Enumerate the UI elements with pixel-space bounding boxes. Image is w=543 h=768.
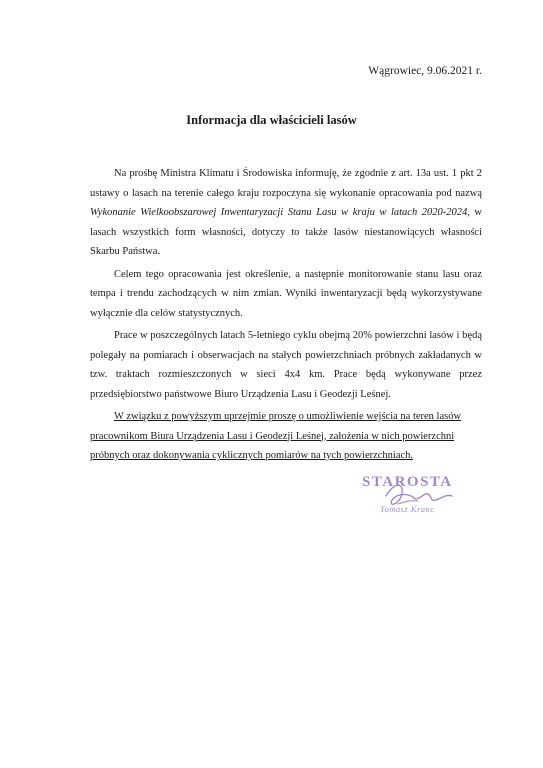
project-name: Wykonanie Wielkoobszarowej Inwentaryzacji Stanu Lasu w kraju w latach 2020-2024, <box>90 207 470 218</box>
paragraph-3: Prace w poszczególnych latach 5-letniego cyklu obejmą 20% powierzchni lasów i będą polegały na pomiarach i obserwacjach na stałych powierzchniach próbnych zakładanych w tzw. traktach rozmieszczonych w sieci 4x4 km. Prace będą wykonywane przez przedsiębiorstwo państwowe Biuro Urządzenia Lasu i Geodezji Leśnej. <box>90 330 482 400</box>
stamp-name: Tomasz Kranc <box>380 504 435 514</box>
stamp-title: STAROSTA <box>362 474 453 490</box>
paragraph-request: W związku z powyższym uprzejmie proszę o umożliwienie wejścia na teren lasów pracownikom Biura Urządzenia Lasu i Geodezji Leśnej, założenia w nich powierzchni próbnych oraz dokonywania cyklicznych pomiarów na tych powierzchniach. <box>90 411 462 461</box>
paragraph-1-end: w lasach wszystkich form własności, dotyczy to także lasów niestanowiących własności Skarbu Państwa. <box>90 207 482 257</box>
document-title: Informacja dla właścicieli lasów <box>186 113 357 127</box>
paragraph-2: Celem tego opracowania jest określenie, a następnie monitorowanie stanu lasu oraz tempa i trendu zachodzących w nim zmian. Wyniki inwentaryzacji będą wykorzystywane wyłącznie dla celów statystycznych. <box>90 268 482 319</box>
letter-body <box>90 164 482 469</box>
date-line: Wągrowiec, 9.06.2021 r. <box>368 65 482 77</box>
handwritten-signature <box>358 474 478 524</box>
paragraph-1 <box>90 164 482 262</box>
paragraph-1-intro: Na prośbę Ministra Klimatu i Środowiska informuję, że zgodnie z art. 13a ust. 1 pkt 2 ustawy o lasach na terenie całego kraju rozpoczyna się wykonanie opracowania pod nazwą <box>90 168 482 199</box>
official-stamp <box>358 474 478 524</box>
